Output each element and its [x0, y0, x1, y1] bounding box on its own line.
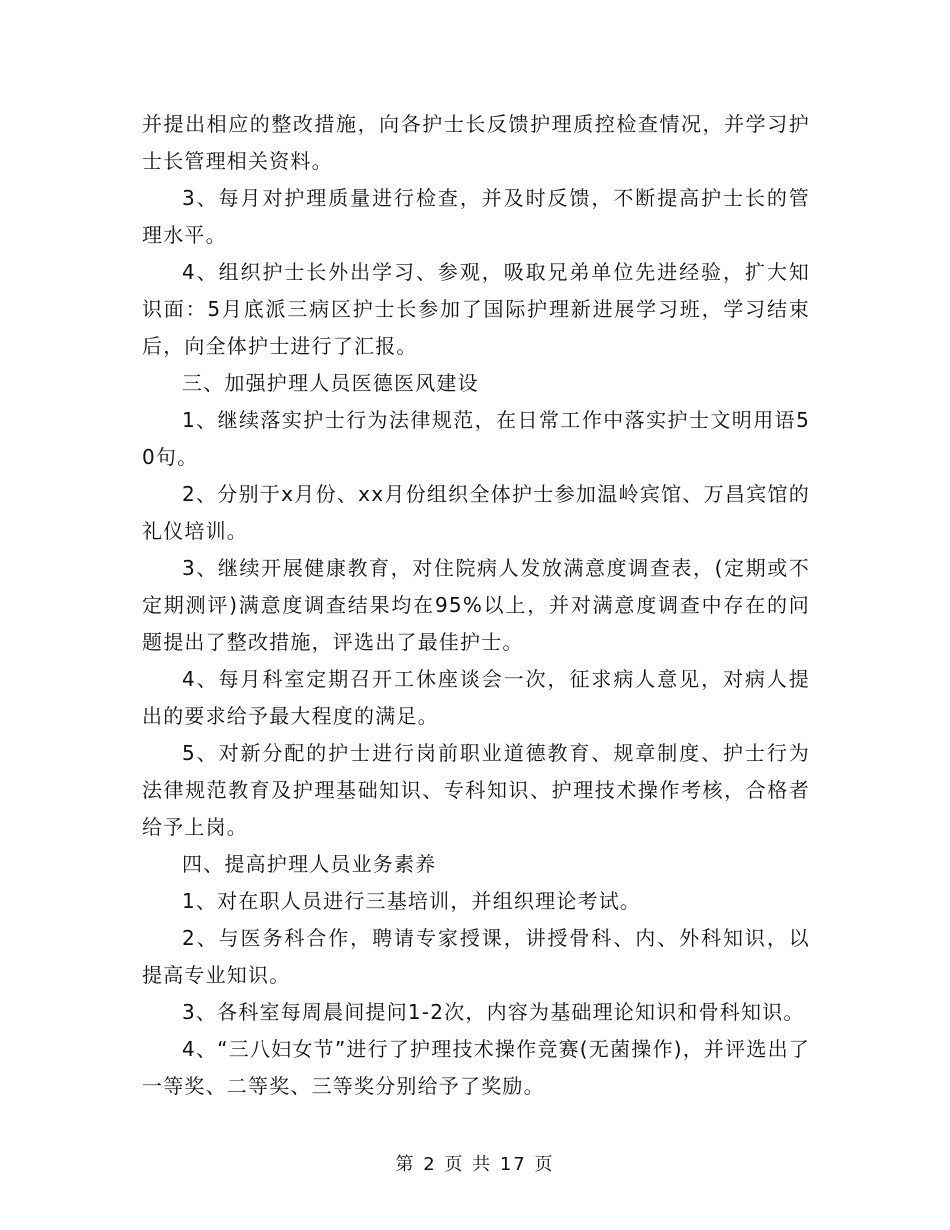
paragraph: 4、组织护士长外出学习、参观，吸取兄弟单位先进经验，扩大知识面：5月底派三病区护士长参加了国际护理新进展学习班，学习结束后，向全体护士进行了汇报。 [142, 260, 810, 358]
paragraph: 2、分别于x月份、xx月份组织全体护士参加温岭宾馆、万昌宾馆的礼仪培训。 [142, 482, 810, 543]
paragraph: 3、每月对护理质量进行检查，并及时反馈，不断提高护士长的管理水平。 [142, 186, 810, 247]
paragraph: 1、继续落实护士行为法律规范，在日常工作中落实护士文明用语50句。 [142, 408, 810, 469]
paragraph: 1、对在职人员进行三基培训，并组织理论考试。 [182, 889, 642, 913]
paragraph: 4、“三八妇女节”进行了护理技术操作竞赛(无菌操作)，并评选出了一等奖、二等奖、三等奖分别给予了奖励。 [142, 1037, 810, 1098]
section-heading: 四、提高护理人员业务素养 [182, 852, 437, 876]
section-heading: 三、加强护理人员医德医风建设 [182, 371, 479, 395]
paragraph: 并提出相应的整改措施，向各护士长反馈护理质控检查情况，并学习护士长管理相关资料。 [142, 112, 810, 173]
document-body [142, 106, 810, 1105]
paragraph: 5、对新分配的护士进行岗前职业道德教育、规章制度、护士行为法律规范教育及护理基础知识、专科知识、护理技术操作考核，合格者给予上岗。 [142, 741, 810, 839]
paragraph: 3、继续开展健康教育，对住院病人发放满意度调查表，(定期或不定期测评)满意度调查结果均在95%以上，并对满意度调查中存在的问题提出了整改措施，评选出了最佳护士。 [142, 556, 810, 654]
paragraph: 2、与医务科合作，聘请专家授课，讲授骨科、内、外科知识，以提高专业知识。 [142, 926, 810, 987]
page-number-footer: 第 2 页 共 17 页 [395, 1154, 555, 1175]
paragraph: 3、各科室每周晨间提问1-2次，内容为基础理论知识和骨科知识。 [182, 1000, 805, 1024]
paragraph: 4、每月科室定期召开工休座谈会一次，征求病人意见，对病人提出的要求给予最大程度的满足。 [142, 667, 810, 728]
